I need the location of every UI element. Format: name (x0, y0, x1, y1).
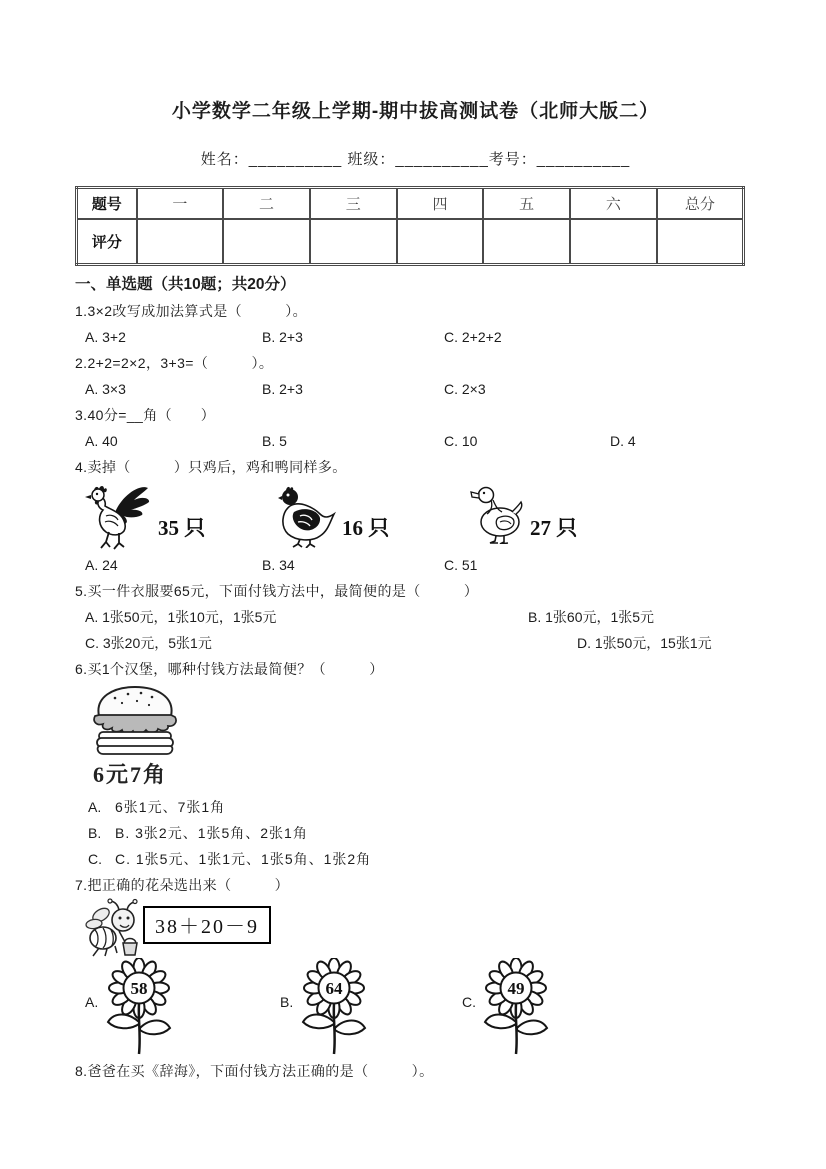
question-6-image-block (75, 682, 756, 788)
question-6-option-a (75, 794, 756, 820)
question-7-flowers (75, 958, 756, 1058)
option-text: C. 1张5元、1张1元、1张5角、1张2角 (115, 851, 372, 867)
question-1 (75, 298, 756, 350)
flower-c-image (477, 958, 555, 1056)
option-letter: C. (462, 994, 476, 1010)
score-table-label-pingfen: 评分 (77, 219, 137, 265)
score-table (75, 186, 745, 266)
rooster-image (78, 482, 152, 550)
duck-count-label: 27 只 (530, 516, 578, 540)
option-letter: A. (85, 994, 99, 1010)
option-a: A. 40 (85, 433, 118, 449)
option-b: B. 5 (262, 433, 287, 449)
question-2-options (75, 376, 756, 402)
question-1-options (75, 324, 756, 350)
option-letter: B. (88, 825, 102, 841)
hen-count-label: 16 只 (342, 516, 390, 540)
option-text: 6张1元、7张1角 (115, 799, 226, 815)
hamburger-image (85, 682, 185, 756)
flower-b-image (295, 958, 373, 1056)
question-6-option-c (75, 846, 756, 872)
hen-image (278, 484, 336, 548)
question-8 (75, 1058, 756, 1084)
question-5-options-row-2 (75, 630, 756, 656)
question-5-text: 5.买一件衣服要65元，下面付钱方法中，最简便的是（ ） (75, 583, 479, 599)
question-7 (75, 872, 756, 1058)
student-info-line: 姓名：__________ 班级：__________考号：__________ (200, 151, 631, 168)
question-7-text: 7.把正确的花朵选出来（ ） (75, 877, 290, 893)
rooster-count-label: 35 只 (158, 516, 206, 540)
option-b: B. 1张60元，1张5元 (528, 609, 655, 625)
option-b: B. 34 (262, 557, 295, 573)
option-a: A. 3+2 (85, 329, 126, 345)
option-d: D. 4 (610, 433, 636, 449)
duck-image (470, 486, 526, 544)
option-letter: C. (88, 851, 102, 867)
option-b: B. 2+3 (262, 329, 303, 345)
question-3-options (75, 428, 756, 454)
option-letter: B. (280, 994, 294, 1010)
question-2 (75, 350, 756, 402)
score-col-2: 二 (223, 188, 310, 219)
option-a: A. 24 (85, 557, 118, 573)
question-6-option-b (75, 820, 756, 846)
score-cell (137, 219, 224, 265)
score-cell (657, 219, 744, 265)
score-cell (310, 219, 397, 265)
expression-box: 38＋20－9 (143, 906, 271, 944)
option-c: C. 3张20元，5张1元 (85, 635, 212, 651)
question-8-text: 8.爸爸在买《辞海》，下面付钱方法正确的是（ ）。 (75, 1063, 434, 1079)
question-6 (75, 656, 756, 872)
question-7-bee-row (75, 898, 756, 958)
option-letter: A. (88, 799, 102, 815)
score-col-4: 四 (397, 188, 484, 219)
score-cell (223, 219, 310, 265)
score-cell (397, 219, 484, 265)
score-table-score-row (77, 219, 744, 265)
question-4-text: 4.卖掉（ ）只鸡后，鸡和鸭同样多。 (75, 459, 347, 475)
score-table-header-row (77, 188, 744, 219)
flower-a-value: 58 (130, 979, 148, 998)
page-title: 小学数学二年级上学期-期中拔高测试卷（北师大版二） (171, 101, 660, 122)
score-col-total: 总分 (657, 188, 744, 219)
score-col-6: 六 (570, 188, 657, 219)
option-c: C. 2×3 (444, 381, 486, 397)
flower-a-image (100, 958, 178, 1056)
score-cell (483, 219, 570, 265)
question-1-text: 1.3×2改写成加法算式是（ ）。 (75, 303, 308, 319)
option-text: B. 3张2元、1张5角、2张1角 (115, 825, 308, 841)
score-cell (570, 219, 657, 265)
option-b: B. 2+3 (262, 381, 303, 397)
score-col-1: 一 (137, 188, 224, 219)
option-c: C. 10 (444, 433, 478, 449)
question-2-text: 2.2+2=2×2，3+3=（ ）。 (75, 355, 274, 371)
option-a: A. 1张50元，1张10元，1张5元 (85, 609, 277, 625)
score-col-5: 五 (483, 188, 570, 219)
option-a: A. 3×3 (85, 381, 126, 397)
question-4-images (75, 480, 756, 552)
question-4 (75, 454, 756, 578)
score-col-3: 三 (310, 188, 397, 219)
question-5 (75, 578, 756, 656)
section-heading: 一、单选题（共10题；共20分） (75, 276, 296, 293)
option-c: C. 51 (444, 557, 478, 573)
question-5-options-row-1 (75, 604, 756, 630)
flower-c-value: 49 (507, 979, 525, 998)
option-c: C. 2+2+2 (444, 329, 502, 345)
hamburger-price-label: 6元7角 (93, 762, 168, 787)
question-4-options (75, 552, 756, 578)
bee-image (85, 898, 145, 958)
question-6-text: 6.买1个汉堡，哪种付钱方法最简便？（ ） (75, 661, 384, 677)
question-3-text: 3.40分=__角（ ） (75, 407, 216, 423)
question-3 (75, 402, 756, 454)
score-table-label-tihao: 题号 (77, 188, 137, 219)
flower-b-value: 64 (325, 979, 343, 998)
option-d: D. 1张50元，15张1元 (577, 635, 712, 651)
